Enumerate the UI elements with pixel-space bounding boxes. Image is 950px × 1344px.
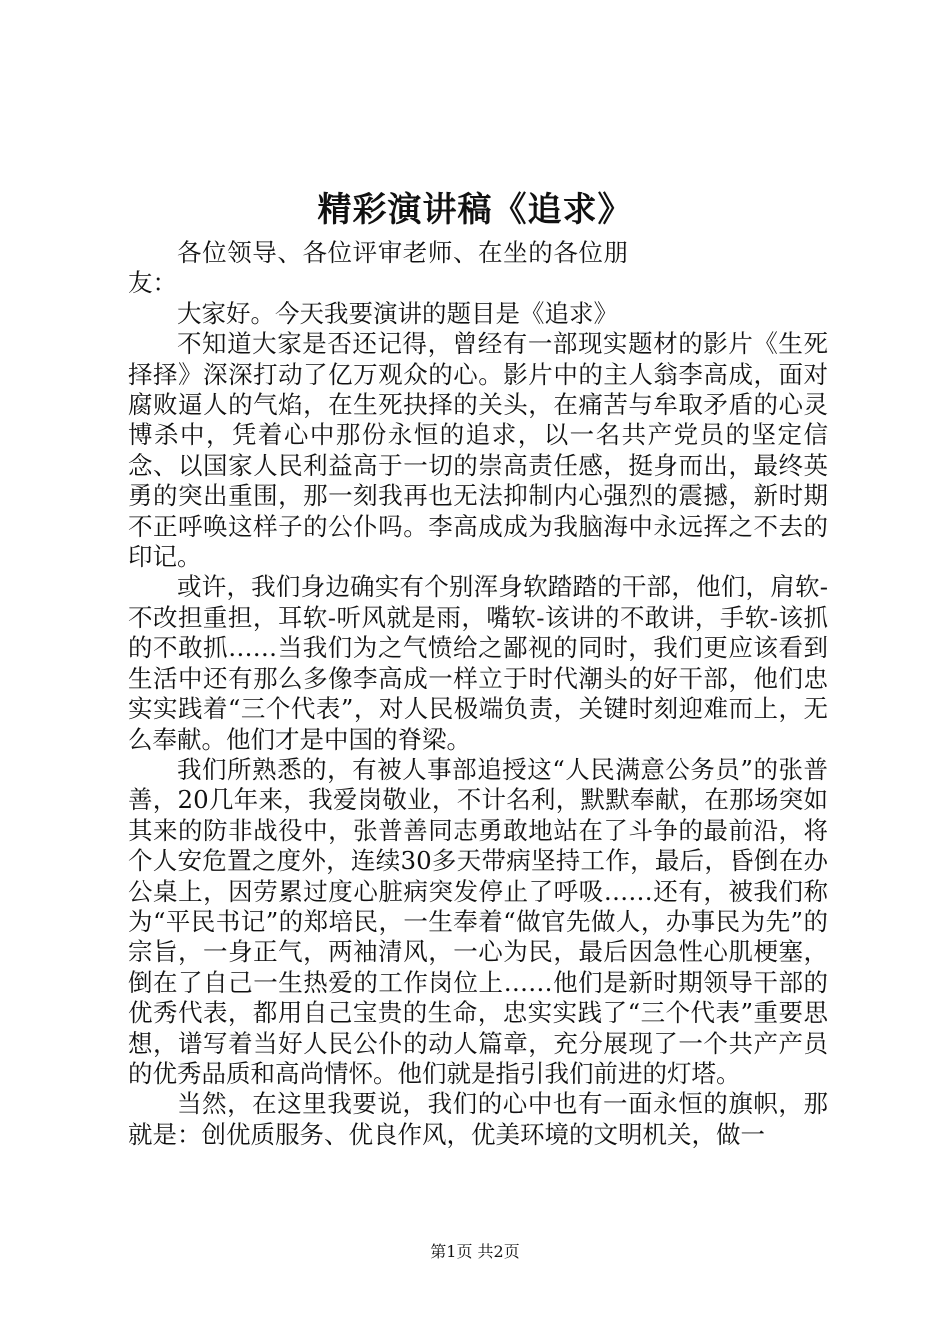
paragraph-intro: 大家好。今天我要演讲的题目是《追求》 — [177, 298, 618, 328]
paragraph-3: 我们所熟悉的，有被人事部追授这“人民满意公务员”的张普善，20几年来，我爱岗敬业，不计名利，默默奉献，在那场突如其来的防非战役中，张普善同志勇敢地站在了斗争的最前沿，将个人安危置之度外，连续30多天带病坚持工作，最后，昏倒在办公桌上，因劳累过度心脏病突发停止了呼吸……还有，被我们称为“平民书记”的郑培民，一生奉着“做官先做人，办事民为先”的宗旨，一身正气，两袖清风，一心为民，最后因急性心肌梗塞，倒在了自己一生热爱的工作岗位上……他们是新时期领导干部的优秀代表，都用自己宝贵的生命，忠实实践了“三个代表”重要思想，谱写着当好人民公仆的动人篇章，充分展现了一个共产产员的优秀品质和高尚情怀。他们就是指引我们前进的灯塔。 — [128, 754, 828, 1088]
document-title: 精彩演讲稿《追求》 — [317, 190, 633, 230]
page-footer: 第1页 共2页 — [430, 1242, 520, 1261]
paragraph-4: 当然，在这里我要说，我们的心中也有一面永恒的旗帜，那就是：创优质服务、优良作风，优美环境的文明机关，做一 — [128, 1089, 828, 1149]
document-body — [128, 238, 828, 1150]
paragraph-1: 不知道大家是否还记得，曾经有一部现实题材的影片《生死择择》深深打动了亿万观众的心。影片中的主人翁李高成，面对腐败逼人的气焰，在生死抉择的关头，在痛苦与牟取矛盾的心灵博杀中，凭着心中那份永恒的追求，以一名共产党员的坚定信念、以国家人民利益高于一切的崇高责任感，挺身而出，最终英勇的突出重围，那一刻我再也无法抑制内心强烈的震撼，新时期不正呼唤这样子的公仆吗。李高成成为我脑海中永远挥之不去的印记。 — [128, 329, 828, 572]
paragraph-2: 或许，我们身边确实有个别浑身软踏踏的干部，他们，肩软-不改担重担，耳软-听风就是雨，嘴软-该讲的不敢讲，手软-该抓的不敢抓……当我们为之气愤给之鄙视的同时，我们更应该看到生活中还有那么多像李高成一样立于时代潮头的好干部，他们忠实实践着“三个代表”，对人民极端负责，关键时刻迎难而上，无么奉献。他们才是中国的脊梁。 — [128, 572, 828, 754]
paragraph-greeting: 各位领导、各位评审老师、在坐的各位朋友： — [128, 238, 628, 298]
